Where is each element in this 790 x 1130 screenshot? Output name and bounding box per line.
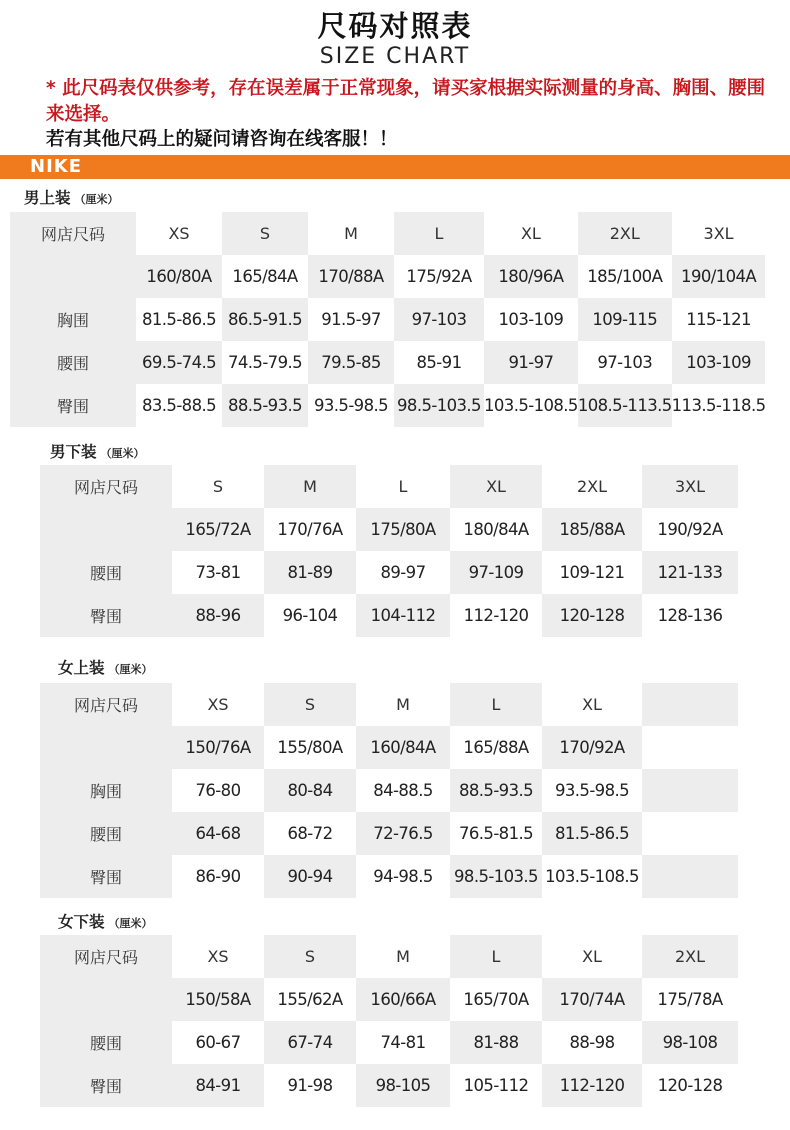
value-cell: 79.5-85 bbox=[308, 341, 394, 384]
value-cell: 84-88.5 bbox=[356, 769, 450, 812]
value-cell: 89-97 bbox=[356, 551, 450, 594]
table-row bbox=[40, 594, 738, 637]
value-cell: 121-133 bbox=[642, 551, 738, 594]
notice-contact: 若有其他尺码上的疑问请咨询在线客服！！ bbox=[46, 129, 398, 150]
value-cell: 150/76A bbox=[172, 726, 264, 769]
value-cell: 170/88A bbox=[308, 255, 394, 298]
size-cell: XS bbox=[172, 683, 264, 726]
table-row bbox=[40, 935, 738, 978]
size-cell: L bbox=[450, 935, 542, 978]
table-row bbox=[40, 812, 738, 855]
page-subtitle: SIZE CHART bbox=[319, 44, 471, 69]
value-cell: 112-120 bbox=[542, 1064, 642, 1107]
value-cell: 180/96A bbox=[484, 255, 578, 298]
value-cell: 170/92A bbox=[542, 726, 642, 769]
table-row bbox=[40, 551, 738, 594]
size-cell: 2XL bbox=[542, 465, 642, 508]
table-row bbox=[10, 255, 765, 298]
size-cell: 2XL bbox=[642, 935, 738, 978]
row-label: 臀围 bbox=[40, 1064, 172, 1107]
table-row bbox=[10, 298, 765, 341]
value-cell: 109-121 bbox=[542, 551, 642, 594]
value-cell: 160/84A bbox=[356, 726, 450, 769]
row-label: 腰围 bbox=[40, 1021, 172, 1064]
size-cell: XL bbox=[542, 683, 642, 726]
value-cell: 175/92A bbox=[394, 255, 484, 298]
value-cell: 97-109 bbox=[450, 551, 542, 594]
value-cell: 103.5-108.5 bbox=[542, 855, 642, 898]
size-cell: 2XL bbox=[578, 212, 672, 255]
unit-label: （厘米） bbox=[108, 663, 153, 676]
value-cell: 83.5-88.5 bbox=[136, 384, 222, 427]
value-cell: 68-72 bbox=[264, 812, 356, 855]
value-cell: 112-120 bbox=[450, 594, 542, 637]
value-cell: 81-89 bbox=[264, 551, 356, 594]
value-cell: 180/84A bbox=[450, 508, 542, 551]
size-cell: L bbox=[394, 212, 484, 255]
value-cell: 98.5-103.5 bbox=[394, 384, 484, 427]
size-cell: XL bbox=[484, 212, 578, 255]
value-cell: 88.5-93.5 bbox=[450, 769, 542, 812]
section-title-men-top bbox=[24, 186, 119, 208]
table-row bbox=[40, 508, 738, 551]
section-name: 女下装 bbox=[58, 913, 105, 931]
table-row bbox=[40, 1064, 738, 1107]
value-cell: 160/80A bbox=[136, 255, 222, 298]
row-label: 网店尺码 bbox=[40, 683, 172, 726]
value-cell: 84-91 bbox=[172, 1064, 264, 1107]
unit-label: （厘米） bbox=[100, 447, 145, 460]
value-cell: 74-81 bbox=[356, 1021, 450, 1064]
value-cell: 185/100A bbox=[578, 255, 672, 298]
value-cell: 93.5-98.5 bbox=[308, 384, 394, 427]
size-cell: M bbox=[356, 935, 450, 978]
value-cell: 104-112 bbox=[356, 594, 450, 637]
section-title-women-bottom bbox=[58, 910, 153, 932]
value-cell: 85-91 bbox=[394, 341, 484, 384]
value-cell: 76-80 bbox=[172, 769, 264, 812]
value-cell: 81.5-86.5 bbox=[542, 812, 642, 855]
row-label: 网店尺码 bbox=[40, 935, 172, 978]
value-cell: 91-98 bbox=[264, 1064, 356, 1107]
value-cell bbox=[642, 855, 738, 898]
row-label: 臀围 bbox=[40, 594, 172, 637]
section-title-women-top bbox=[58, 656, 153, 678]
size-cell: XS bbox=[172, 935, 264, 978]
brand-bar bbox=[0, 155, 790, 179]
value-cell bbox=[642, 769, 738, 812]
row-label bbox=[40, 508, 172, 551]
table-row bbox=[10, 384, 765, 427]
size-cell: L bbox=[450, 683, 542, 726]
size-cell: XS bbox=[136, 212, 222, 255]
size-table-men-bottom bbox=[40, 465, 738, 637]
page-title: 尺码对照表 bbox=[317, 9, 473, 43]
value-cell: 150/58A bbox=[172, 978, 264, 1021]
table-row bbox=[10, 341, 765, 384]
value-cell: 155/62A bbox=[264, 978, 356, 1021]
value-cell: 190/104A bbox=[672, 255, 766, 298]
row-label bbox=[40, 726, 172, 769]
value-cell: 103-109 bbox=[672, 341, 766, 384]
value-cell: 120-128 bbox=[542, 594, 642, 637]
value-cell: 81.5-86.5 bbox=[136, 298, 222, 341]
value-cell: 88-98 bbox=[542, 1021, 642, 1064]
size-cell: S bbox=[172, 465, 264, 508]
table-row bbox=[40, 769, 738, 812]
value-cell: 64-68 bbox=[172, 812, 264, 855]
value-cell: 170/74A bbox=[542, 978, 642, 1021]
row-label: 臀围 bbox=[10, 384, 136, 427]
value-cell: 91-97 bbox=[484, 341, 578, 384]
unit-label: （厘米） bbox=[108, 917, 153, 930]
size-cell: 3XL bbox=[642, 465, 738, 508]
value-cell: 67-74 bbox=[264, 1021, 356, 1064]
value-cell: 72-76.5 bbox=[356, 812, 450, 855]
size-table-women-bottom bbox=[40, 935, 738, 1107]
notice-red: * 此尺码表仅供参考，存在误差属于正常现象，请买家根据实际测量的身高、胸围、腰围来选择。 bbox=[46, 78, 766, 125]
size-cell: M bbox=[356, 683, 450, 726]
value-cell: 97-103 bbox=[578, 341, 672, 384]
size-cell: 3XL bbox=[672, 212, 766, 255]
value-cell: 73-81 bbox=[172, 551, 264, 594]
value-cell: 97-103 bbox=[394, 298, 484, 341]
value-cell: 93.5-98.5 bbox=[542, 769, 642, 812]
size-cell: M bbox=[264, 465, 356, 508]
table-row bbox=[10, 212, 765, 255]
size-cell: S bbox=[264, 683, 356, 726]
value-cell: 105-112 bbox=[450, 1064, 542, 1107]
table-row bbox=[40, 1021, 738, 1064]
row-label: 腰围 bbox=[10, 341, 136, 384]
table-row bbox=[40, 726, 738, 769]
value-cell: 76.5-81.5 bbox=[450, 812, 542, 855]
value-cell: 88.5-93.5 bbox=[222, 384, 308, 427]
size-cell: S bbox=[222, 212, 308, 255]
value-cell: 113.5-118.5 bbox=[672, 384, 766, 427]
value-cell: 128-136 bbox=[642, 594, 738, 637]
value-cell: 109-115 bbox=[578, 298, 672, 341]
value-cell: 108.5-113.5 bbox=[578, 384, 672, 427]
section-title-men-bottom bbox=[50, 440, 145, 462]
value-cell: 165/70A bbox=[450, 978, 542, 1021]
value-cell: 190/92A bbox=[642, 508, 738, 551]
table-row bbox=[40, 978, 738, 1021]
value-cell bbox=[642, 812, 738, 855]
row-label: 网店尺码 bbox=[10, 212, 136, 255]
value-cell: 170/76A bbox=[264, 508, 356, 551]
table-row bbox=[40, 683, 738, 726]
value-cell: 98.5-103.5 bbox=[450, 855, 542, 898]
value-cell: 86.5-91.5 bbox=[222, 298, 308, 341]
row-label: 网店尺码 bbox=[40, 465, 172, 508]
value-cell: 165/72A bbox=[172, 508, 264, 551]
row-label bbox=[10, 255, 136, 298]
value-cell: 98-105 bbox=[356, 1064, 450, 1107]
section-name: 男上装 bbox=[24, 189, 71, 207]
size-cell: XL bbox=[450, 465, 542, 508]
value-cell: 175/78A bbox=[642, 978, 738, 1021]
brand-label: NIKE bbox=[30, 156, 83, 177]
unit-label: （厘米） bbox=[74, 193, 119, 206]
value-cell: 80-84 bbox=[264, 769, 356, 812]
size-table-men-top bbox=[10, 212, 765, 427]
value-cell: 98-108 bbox=[642, 1021, 738, 1064]
section-name: 女上装 bbox=[58, 659, 105, 677]
value-cell: 94-98.5 bbox=[356, 855, 450, 898]
value-cell: 69.5-74.5 bbox=[136, 341, 222, 384]
value-cell: 81-88 bbox=[450, 1021, 542, 1064]
table-row bbox=[40, 855, 738, 898]
section-name: 男下装 bbox=[50, 443, 97, 461]
value-cell: 115-121 bbox=[672, 298, 766, 341]
size-cell: XL bbox=[542, 935, 642, 978]
row-label: 臀围 bbox=[40, 855, 172, 898]
value-cell bbox=[642, 726, 738, 769]
value-cell: 88-96 bbox=[172, 594, 264, 637]
size-cell: L bbox=[356, 465, 450, 508]
value-cell: 103-109 bbox=[484, 298, 578, 341]
value-cell: 175/80A bbox=[356, 508, 450, 551]
value-cell: 96-104 bbox=[264, 594, 356, 637]
value-cell: 160/66A bbox=[356, 978, 450, 1021]
row-label: 胸围 bbox=[10, 298, 136, 341]
row-label bbox=[40, 978, 172, 1021]
value-cell: 120-128 bbox=[642, 1064, 738, 1107]
value-cell: 165/88A bbox=[450, 726, 542, 769]
value-cell: 74.5-79.5 bbox=[222, 341, 308, 384]
table-row bbox=[40, 465, 738, 508]
row-label: 胸围 bbox=[40, 769, 172, 812]
size-cell: S bbox=[264, 935, 356, 978]
row-label: 腰围 bbox=[40, 551, 172, 594]
value-cell: 155/80A bbox=[264, 726, 356, 769]
size-cell: M bbox=[308, 212, 394, 255]
size-cell bbox=[642, 683, 738, 726]
value-cell: 91.5-97 bbox=[308, 298, 394, 341]
value-cell: 103.5-108.5 bbox=[484, 384, 578, 427]
size-table-women-top bbox=[40, 683, 738, 898]
row-label: 腰围 bbox=[40, 812, 172, 855]
value-cell: 185/88A bbox=[542, 508, 642, 551]
value-cell: 165/84A bbox=[222, 255, 308, 298]
value-cell: 60-67 bbox=[172, 1021, 264, 1064]
value-cell: 86-90 bbox=[172, 855, 264, 898]
value-cell: 90-94 bbox=[264, 855, 356, 898]
